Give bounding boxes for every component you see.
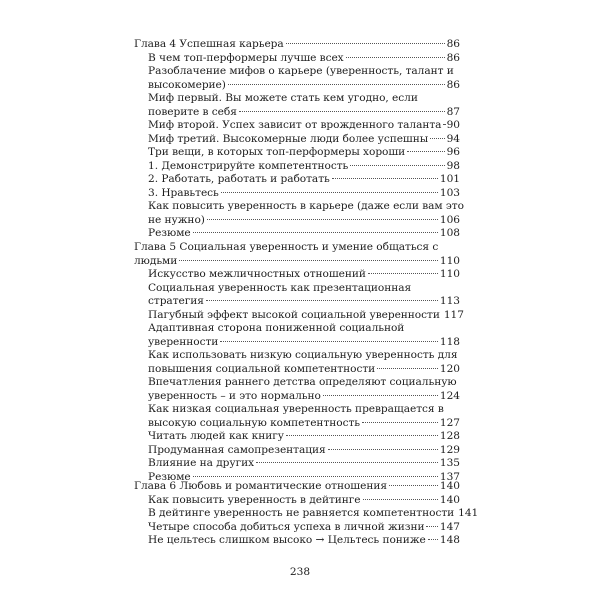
toc-section-entry[interactable] bbox=[148, 521, 460, 535]
entry-title-line: 3. Нравьтесь bbox=[148, 186, 219, 199]
dot-leader bbox=[407, 151, 444, 152]
entry-title-line: Впечатления раннего детства определяют социальную bbox=[148, 376, 457, 388]
toc-section-entry[interactable] bbox=[148, 308, 464, 323]
entry-page-number: 106 bbox=[439, 213, 460, 226]
toc-chapter-entry[interactable] bbox=[134, 480, 460, 494]
dot-leader bbox=[286, 435, 438, 436]
dot-leader bbox=[179, 260, 438, 261]
entry-page-number: 129 bbox=[439, 443, 460, 456]
entry-page-number: 113 bbox=[439, 295, 460, 307]
entry-title-line: Как использовать низкую социальную уверенность для bbox=[148, 349, 458, 361]
entry-page-number: 86 bbox=[446, 78, 460, 91]
entry-title-line: Как низкая социальная уверенность превращается в bbox=[148, 403, 444, 415]
toc-section-entry[interactable] bbox=[148, 534, 460, 548]
entry-title-line: 1. Демонстрируйте компетентность bbox=[148, 159, 349, 172]
dot-leader bbox=[428, 539, 438, 540]
toc-section-entry[interactable] bbox=[148, 160, 460, 174]
entry-title-line: Искусство межличностных отношений bbox=[148, 268, 366, 280]
toc-section-entry[interactable] bbox=[148, 376, 460, 403]
toc-section-entry[interactable] bbox=[148, 430, 460, 444]
toc-section-entry[interactable] bbox=[148, 173, 460, 187]
toc-section-entry[interactable] bbox=[148, 457, 460, 471]
entry-title-line: уверенность – и это нормально bbox=[148, 389, 321, 402]
dot-leader bbox=[443, 124, 444, 125]
entry-title-line: людьми bbox=[134, 254, 178, 267]
entry-title-line: повышения социальной компетентности bbox=[148, 362, 376, 375]
entry-title-line: Социальная уверенность как презентационная bbox=[148, 281, 412, 294]
toc-section-entry[interactable] bbox=[148, 187, 460, 201]
dot-leader bbox=[377, 368, 438, 369]
entry-title-line: Адаптивная сторона пониженной социальной bbox=[148, 322, 405, 334]
dot-leader bbox=[220, 341, 438, 342]
dot-leader bbox=[193, 232, 438, 233]
dot-leader bbox=[328, 449, 438, 450]
dot-leader bbox=[286, 43, 445, 44]
dot-leader bbox=[389, 485, 438, 486]
toc-section-entry[interactable] bbox=[148, 403, 460, 430]
dot-leader bbox=[430, 138, 444, 139]
entry-title-line: Не цельтесь слишком высоко → Цельтесь пониже bbox=[148, 534, 426, 546]
entry-title-line: Миф первый. Вы можете стать кем угодно, если bbox=[148, 92, 418, 104]
entry-title-line: Пагубный эффект высокой социальной уверенности bbox=[148, 308, 440, 321]
dot-leader bbox=[350, 165, 444, 166]
entry-title-line: высокую социальную компетентность bbox=[148, 416, 361, 429]
entry-title-line: не нужно) bbox=[148, 213, 205, 226]
entry-title-line: Глава 5 Социальная уверенность и умение общаться с bbox=[134, 241, 439, 253]
entry-page-number: 120 bbox=[439, 362, 460, 375]
toc-section-entry[interactable] bbox=[148, 146, 460, 160]
entry-page-number: 117 bbox=[443, 308, 464, 321]
entry-title-line: Миф третий. Высокомерные люди более успешны bbox=[148, 132, 429, 145]
entry-title-line: Три вещи, в которых топ-перформеры хороши bbox=[148, 146, 406, 158]
entry-title-line: Резюме bbox=[148, 470, 191, 483]
entry-page-number: 140 bbox=[439, 493, 460, 506]
toc-section-entry[interactable] bbox=[148, 349, 460, 376]
entry-title-line: Глава 6 Любовь и романтические отношения bbox=[134, 480, 387, 492]
entry-page-number: 86 bbox=[446, 38, 460, 50]
entry-title-line: Влияние на других bbox=[148, 457, 255, 469]
dot-leader bbox=[221, 192, 438, 193]
entry-title-line: 2. Работать, работать и работать bbox=[148, 173, 330, 185]
entry-title-line: Как повысить уверенность в дейтинге bbox=[148, 493, 361, 506]
dot-leader bbox=[228, 84, 445, 85]
entry-title-line: уверенности bbox=[148, 335, 219, 348]
dot-leader bbox=[362, 422, 438, 423]
entry-title-line: Четыре способа добиться успеха в личной жизни bbox=[148, 520, 425, 533]
entry-page-number: 128 bbox=[439, 430, 460, 442]
entry-page-number: 98 bbox=[446, 159, 460, 172]
toc-section-entry[interactable] bbox=[148, 227, 460, 241]
dot-leader bbox=[206, 300, 438, 301]
toc-chapter-entry[interactable] bbox=[134, 241, 460, 268]
entry-page-number: 103 bbox=[439, 186, 460, 199]
toc-section-entry[interactable] bbox=[148, 119, 460, 133]
toc-section-entry[interactable] bbox=[148, 444, 460, 458]
entry-title-line: Читать людей как книгу bbox=[148, 430, 284, 442]
entry-page-number: 90 bbox=[446, 119, 460, 131]
toc-section-entry[interactable] bbox=[148, 494, 460, 508]
toc-section-entry[interactable] bbox=[148, 322, 460, 349]
toc-section-entry[interactable] bbox=[148, 282, 460, 309]
dot-leader bbox=[256, 462, 438, 463]
entry-title-line: высокомерие) bbox=[148, 78, 226, 91]
dot-leader bbox=[426, 526, 437, 527]
entry-page-number: 110 bbox=[439, 268, 460, 280]
toc-section-entry[interactable] bbox=[148, 268, 460, 282]
entry-page-number: 86 bbox=[446, 51, 460, 64]
toc-section-entry[interactable] bbox=[148, 507, 479, 521]
entry-page-number: 94 bbox=[446, 132, 460, 145]
toc-section-entry[interactable] bbox=[148, 52, 460, 66]
entry-page-number: 101 bbox=[439, 173, 460, 185]
toc-chapter-entry[interactable] bbox=[134, 38, 460, 52]
entry-page-number: 147 bbox=[439, 520, 460, 533]
entry-title-line: Резюме bbox=[148, 227, 191, 239]
dot-leader bbox=[346, 57, 445, 58]
entry-title-line: поверите в себя bbox=[148, 105, 237, 118]
toc-section-entry[interactable] bbox=[148, 65, 460, 92]
entry-title-line: Разоблачение мифов о карьере (уверенность, талант и bbox=[148, 65, 454, 77]
entry-page-number: 148 bbox=[439, 534, 460, 546]
dot-leader bbox=[332, 178, 438, 179]
entry-title-line: В дейтинге уверенность не равняется компетентности bbox=[148, 507, 455, 519]
entry-title-line: В чем топ-перформеры лучше всех bbox=[148, 51, 344, 64]
dot-leader bbox=[193, 476, 438, 477]
toc-section-entry[interactable] bbox=[148, 92, 460, 119]
entry-title-line: Продуманная самопрезентация bbox=[148, 443, 326, 456]
entry-page-number: 141 bbox=[458, 507, 479, 519]
entry-title-line: Как повысить уверенность в карьере (даже если вам это bbox=[148, 200, 464, 212]
toc-section-entry[interactable] bbox=[148, 133, 460, 147]
entry-page-number: 87 bbox=[446, 105, 460, 118]
entry-page-number: 135 bbox=[439, 457, 460, 469]
entry-page-number: 140 bbox=[439, 480, 460, 492]
dot-leader bbox=[368, 273, 438, 274]
entry-title-line: Миф второй. Успех зависит от врожденного таланта bbox=[148, 119, 442, 131]
entry-title-line: стратегия bbox=[148, 295, 204, 307]
dot-leader bbox=[239, 111, 445, 112]
entry-page-number: 96 bbox=[446, 146, 460, 158]
page-number: 238 bbox=[289, 566, 311, 578]
entry-page-number: 110 bbox=[439, 254, 460, 267]
entry-page-number: 137 bbox=[439, 470, 460, 483]
entry-page-number: 127 bbox=[439, 416, 460, 429]
entry-page-number: 124 bbox=[439, 389, 460, 402]
toc-section-entry[interactable] bbox=[148, 200, 464, 227]
dot-leader bbox=[323, 395, 438, 396]
entry-page-number: 118 bbox=[439, 335, 460, 348]
entry-page-number: 108 bbox=[439, 227, 460, 239]
dot-leader bbox=[207, 219, 438, 220]
entry-title-line: Глава 4 Успешная карьера bbox=[134, 38, 284, 50]
dot-leader bbox=[363, 499, 438, 500]
